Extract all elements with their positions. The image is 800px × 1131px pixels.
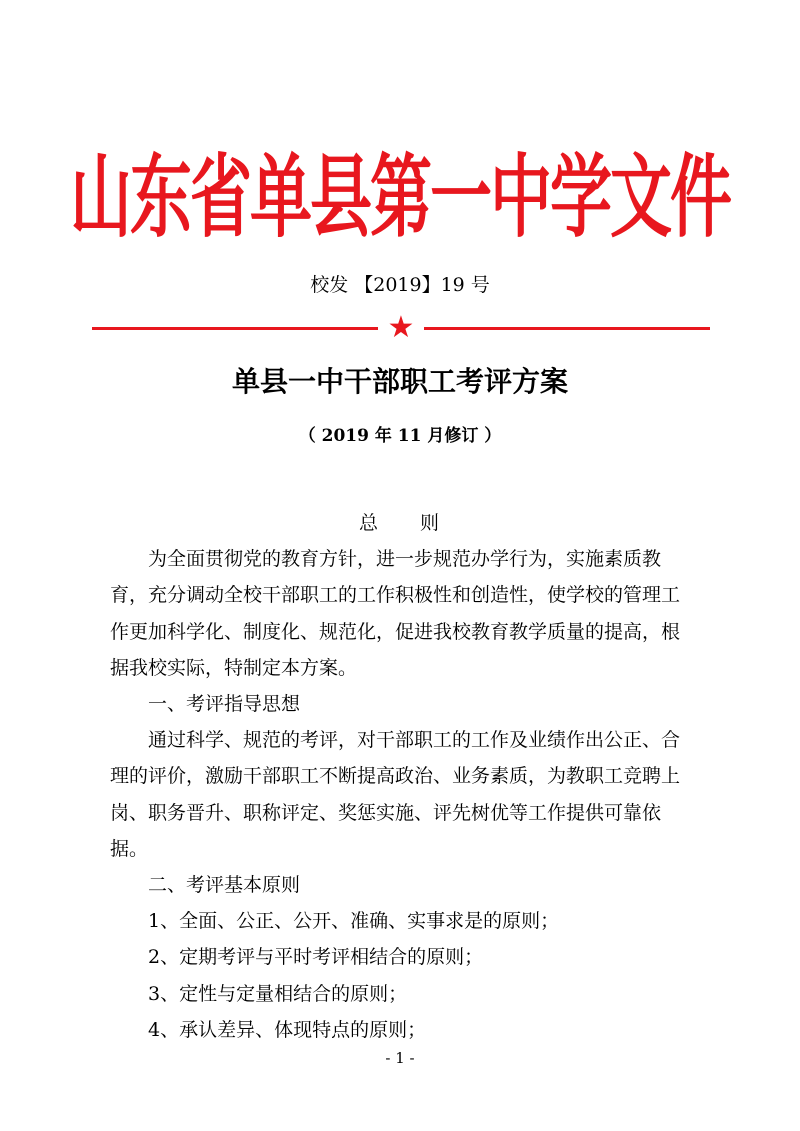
- document-number: 校发 【2019】19 号: [310, 274, 490, 296]
- star-icon: ★: [387, 310, 415, 345]
- section-heading-principles: 二、考评基本原则: [148, 874, 301, 897]
- document-masthead: 山东省单县第一中学文件: [69, 144, 730, 250]
- page-number: - 1 -: [385, 1049, 415, 1067]
- red-divider-left: [92, 327, 378, 330]
- intro-paragraph: 为全面贯彻党的教育方针，进一步规范办学行为，实施素质教育，充分调动全校干部职工的工作积极性和创造性，使学校的管理工作更加科学化、制度化、规范化，促进我校教育教学质量的提高，根据我校实际，特制定本方案。: [110, 548, 681, 679]
- principle-item-2: 2、定期考评与平时考评相结合的原则；: [148, 946, 484, 969]
- principle-item-3: 3、定性与定量相结合的原则；: [148, 982, 408, 1005]
- document-title: 单县一中干部职工考评方案: [231, 365, 568, 398]
- revision-note: （ 2019 年 11 月修订 ）: [298, 426, 502, 446]
- red-divider-right: [424, 327, 710, 330]
- document-body: [110, 505, 688, 1048]
- section-heading-general: 总 则: [358, 512, 458, 534]
- principle-item-4: 4、承认差异、体现特点的原则；: [148, 1018, 427, 1041]
- principle-item-1: 1、全面、公正、公开、准确、实事求是的原则；: [148, 910, 560, 933]
- guiding-idea-paragraph: 通过科学、规范的考评，对干部职工的工作及业绩作出公正、合理的评价，激励干部职工不断提高政治、业务素质，为教职工竞聘上岗、职务晋升、职称评定、奖惩实施、评先树优等工作提供可靠依据。: [110, 729, 681, 860]
- section-heading-guiding-idea: 一、考评指导思想: [148, 693, 301, 716]
